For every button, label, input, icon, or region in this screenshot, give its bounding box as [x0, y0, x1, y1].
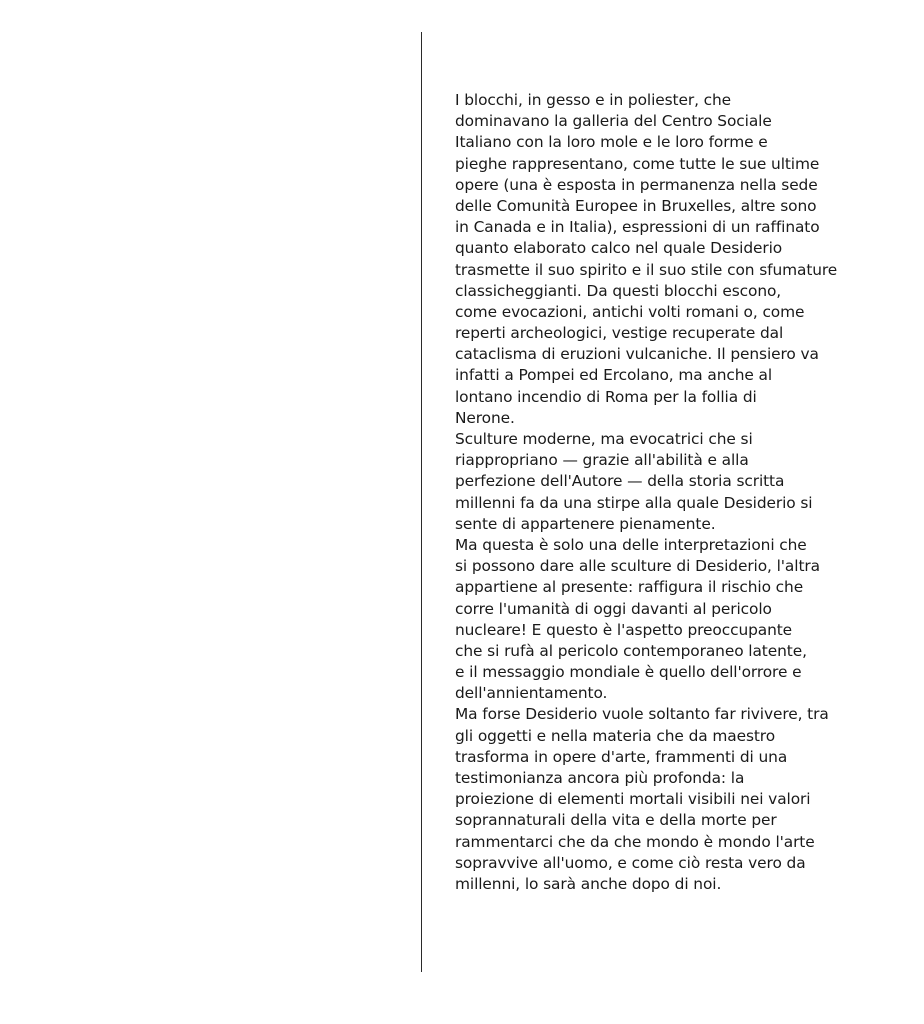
text-line: delle Comunità Europee in Bruxelles, altre sono [455, 196, 817, 215]
column-divider-line [421, 32, 422, 972]
text-line: Ma forse Desiderio vuole soltanto far rivivere, tra [455, 705, 829, 724]
text-line: millenni, lo sarà anche dopo di noi. [455, 874, 722, 893]
text-line: cataclisma di eruzioni vulcaniche. Il pensiero va [455, 345, 819, 364]
text-line: Sculture moderne, ma evocatrici che si [455, 430, 753, 448]
text-line: in Canada e in Italia), espressioni di un raffinato [455, 218, 820, 237]
text-line: nucleare! E questo è l'aspetto preoccupante [455, 620, 793, 639]
text-line: millenni fa da una stirpe alla quale Desiderio si [455, 493, 813, 512]
text-line: che si rufà al pericolo contemporaneo latente, [455, 641, 807, 660]
text-line: corre l'umanità di oggi davanti al pericolo [455, 599, 772, 618]
text-line: riappropriano — grazie all'abilità e alla [455, 451, 749, 470]
text-line: sente di appartenere pienamente. [455, 514, 716, 533]
text-line: testimonianza ancora più profonda: la [455, 769, 745, 787]
text-line: pieghe rappresentano, come tutte le sue ultime [455, 154, 820, 173]
text-line: opere (una è esposta in permanenza nella sede [455, 175, 818, 194]
text-line: reperti archeologici, vestige recuperate dal [455, 324, 784, 343]
text-line: sopravvive all'uomo, e come ciò resta vero da [455, 853, 806, 872]
text-line: classicheggianti. Da questi blocchi escono, [455, 281, 782, 300]
text-line: Italiano con la loro mole e le loro forme e [455, 133, 768, 152]
text-line: Ma questa è solo una delle interpretazioni che [455, 535, 807, 554]
text-column [455, 90, 924, 895]
text-line: dell'annientamento. [455, 684, 608, 703]
text-line: perfezione dell'Autore — della storia scritta [455, 472, 785, 491]
text-line: Nerone. [455, 408, 515, 427]
text-line: infatti a Pompei ed Ercolano, ma anche al [455, 366, 773, 385]
text-line: gli oggetti e nella materia che da maestro [455, 726, 776, 745]
text-line: appartiene al presente: raffigura il rischio che [455, 578, 804, 597]
text-line: lontano incendio di Roma per la follia di [455, 387, 757, 406]
text-line: I blocchi, in gesso e in poliester, che [455, 91, 732, 109]
text-line: proiezione di elementi mortali visibili nei valori [455, 790, 811, 809]
text-line: rammentarci che da che mondo è mondo l'arte [455, 832, 815, 851]
text-line: si possono dare alle sculture di Desiderio, l'altra [455, 557, 820, 576]
text-line: trasforma in opere d'arte, frammenti di una [455, 747, 788, 766]
text-line: quanto elaborato calco nel quale Desiderio [455, 239, 783, 258]
text-line: come evocazioni, antichi volti romani o, come [455, 302, 805, 321]
text-line: e il messaggio mondiale è quello dell'orrore e [455, 663, 802, 682]
text-line: soprannaturali della vita e della morte per [455, 811, 777, 830]
text-line: dominavano la galleria del Centro Sociale [455, 112, 772, 131]
text-line: trasmette il suo spirito e il suo stile con sfumature [455, 260, 838, 279]
